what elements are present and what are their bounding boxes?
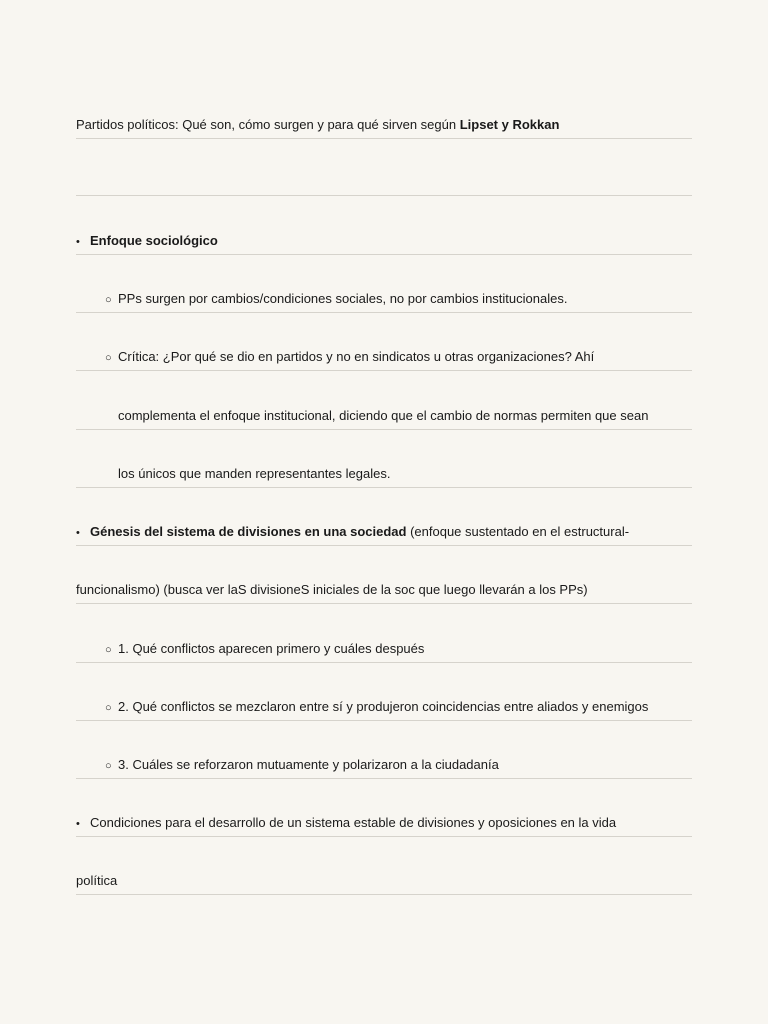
item-text: los únicos que manden representantes legales. — [118, 466, 391, 481]
circle-bullet-icon: ○ — [105, 352, 112, 364]
section-heading-sociologico — [76, 232, 692, 255]
list-item — [76, 348, 692, 371]
circle-bullet-icon: ○ — [105, 702, 112, 714]
item-text: 3. Cuáles se reforzaron mutuamente y polarizaron a la ciudadanía — [118, 757, 499, 772]
item-text: Condiciones para el desarrollo de un sistema estable de divisiones y oposiciones en la vida — [90, 815, 617, 830]
empty-line — [76, 173, 692, 196]
title-text: Partidos políticos: Qué son, cómo surgen y para qué sirven según — [76, 117, 460, 132]
item-text: 2. Qué conflictos se mezclaron entre sí y produjeron coincidencias entre aliados y enemigos — [118, 699, 649, 714]
document-title — [76, 116, 692, 139]
item-text: complementa el enfoque institucional, diciendo que el cambio de normas permiten que sean — [118, 408, 649, 423]
section-continuation — [76, 872, 692, 895]
title-authors: Lipset y Rokkan — [459, 117, 560, 132]
item-text: funcionalismo) (busca ver laS divisioneS iniciales de la soc que luego llevarán a los PPs) — [76, 582, 588, 597]
item-text: Crítica: ¿Por qué se dio en partidos y no en sindicatos u otras organizaciones? Ahí — [118, 349, 595, 364]
bullet-icon: • — [76, 527, 80, 539]
list-item — [76, 698, 692, 721]
section-heading-condiciones — [76, 814, 692, 837]
item-text: política — [76, 873, 118, 888]
list-item — [76, 756, 692, 779]
circle-bullet-icon: ○ — [105, 644, 112, 656]
section-heading-genesis — [76, 523, 692, 546]
item-text: PPs surgen por cambios/condiciones sociales, no por cambios institucionales. — [118, 291, 568, 306]
list-item-continuation — [76, 407, 692, 430]
section-continuation — [76, 581, 692, 604]
circle-bullet-icon: ○ — [105, 294, 112, 306]
heading-rest: (enfoque sustentado en el estructural- — [406, 524, 630, 539]
list-item — [76, 290, 692, 313]
list-item — [76, 640, 692, 663]
list-item-continuation — [76, 465, 692, 488]
heading-text: Génesis del sistema de divisiones en una sociedad — [90, 524, 407, 539]
heading-text: Enfoque sociológico — [90, 233, 218, 248]
bullet-icon: • — [76, 236, 80, 248]
bullet-icon: • — [76, 818, 80, 830]
item-text: 1. Qué conflictos aparecen primero y cuáles después — [118, 641, 425, 656]
circle-bullet-icon: ○ — [105, 760, 112, 772]
